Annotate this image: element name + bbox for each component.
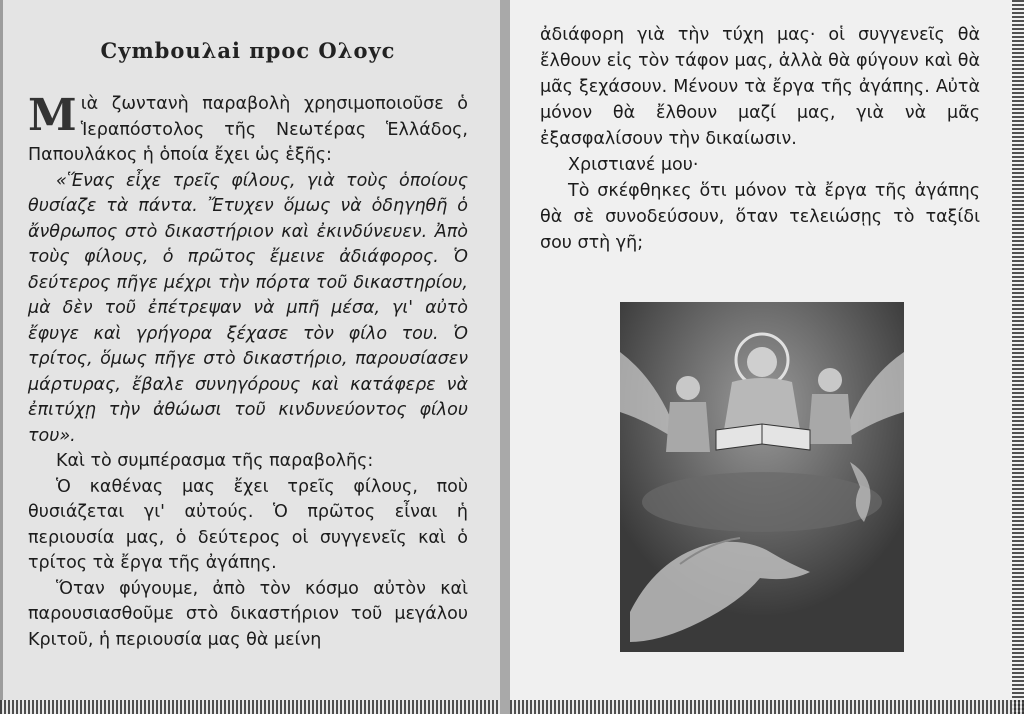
angel-right-head [818,368,842,392]
paragraph-intro [28,92,468,169]
religious-icon-image [620,302,904,652]
clouds [642,472,882,532]
left-page [0,0,500,714]
paragraph-parable: «Ἕνας εἶχε τρεῖς φίλους, γιὰ τοὺς ὁποίους θυσίαζε τὰ πάντα. Ἔτυχεν ὅμως νὰ ὁδηγηθῆ ὁ ἄνθρωπος στὸ δικαστήριον καὶ ἐκινδύνευεν. Ἀπὸ τοὺς φίλους, ὁ πρῶτος ἔμεινε ἀδιάφορος. Ὁ δεύτερος πῆγε μέχρι τὴν πόρτα τοῦ δικαστηρίου, μὰ δὲν τοῦ ἐπέτρεψαν νὰ μπῆ μέσα, γι' αὐτὸ ἔφυγε καὶ γρήγορα ξέχασε τὸν φίλο του. Ὁ τρίτος, ὅμως πῆγε στὸ δικαστήριο, παρουσίασεν μάρτυρας, ἔβαλε συνηγόρους καὶ κατάφερε νὰ ἐπιτύχῃ τὴν ἀθώωσι τοῦ κινδυνεύοντος φίλου του». [28,170,468,446]
paragraph-three-friends: Ὁ καθένας μας ἔχει τρεῖς φίλους, ποὺ θυσιάζεται γι' αὐτούς. Ὁ πρῶτος εἶναι ἡ περιουσία μας, ὁ δεύτερος οἱ συγγενεῖς καὶ ὁ τρίτος τὰ ἔργα τῆς ἀγάπης. [28,476,468,573]
paragraph-address: Χριστιανέ μου· [568,155,699,175]
icon-illustration [620,302,904,652]
paragraph-conclusion-heading: Καὶ τὸ συμπέρασμα τῆς παραβολῆς: [56,451,374,471]
left-edge [0,0,3,714]
right-edge-border [1012,0,1024,714]
right-text-block [540,22,980,256]
page-title: Cymbouλai πpoc Oλoyc [100,38,396,63]
angel-left-head [676,376,700,400]
christ-face [747,347,777,377]
paragraph-continuation: ἀδιάφορη γιὰ τὴν τύχη μας· οἱ συγγενεῖς θὰ ἔλθουν εἰς τὸν τάφον μας, ἀλλὰ θὰ φύγουν καὶ θὰ μᾶς ξεχάσουν. Μένουν τὰ ἔργα τῆς ἀγάπης. Αὐτὰ μόνον θὰ ἔλθουν μαζί μας, γιὰ νὰ μᾶς ἐξασφαλίσουν τὴν δικαίωσιν. [540,25,980,149]
paragraph-question: Τὸ σκέφθηκες ὅτι μόνον τὰ ἔργα τῆς ἀγάπης θὰ σὲ συνοδεύσουν, ὅταν τελειώσῃς τὸ ταξίδι σου στὴ γῆ; [540,181,980,253]
left-text-block [28,92,468,653]
right-bottom-border [510,700,1024,714]
page-gutter [500,0,510,714]
angel-left-body [666,402,710,452]
right-page [510,0,1024,714]
paragraph-intro-text: ιὰ ζωντανὴ παραβολὴ χρησιμοποιοῦσε ὁ Ἱεραπόστολος τῆς Νεωτέρας Ἑλλάδος, Παπουλάκος ἡ ὁποία ἔχει ὡς ἑξῆς: [28,94,468,165]
paragraph-departure: Ὅταν φύγουμε, ἀπὸ τὸν κόσμο αὐτὸν καὶ παρουσιασθοῦμε στὸ δικαστήριον τοῦ μεγάλου Κριτοῦ, ἡ περιουσία μας θὰ μείνη [28,578,468,650]
drop-cap: M [28,90,77,141]
left-bottom-border [0,700,500,714]
angel-right-body [808,394,852,444]
